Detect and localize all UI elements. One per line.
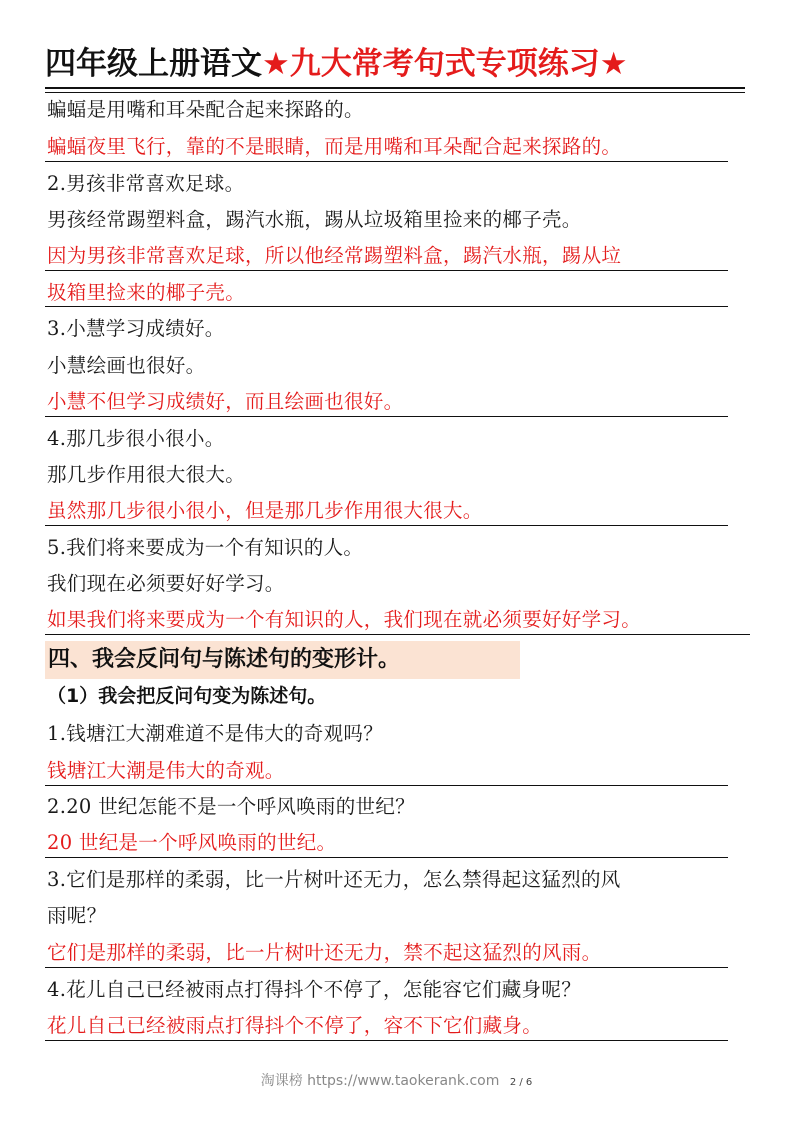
answer-text: 花儿自己已经被雨点打得抖个不停了，容不下它们藏身。	[47, 1014, 543, 1037]
page-footer	[0, 1070, 793, 1090]
page-number: 2 / 6	[509, 1077, 533, 1088]
question-text: 4.花儿自己已经被雨点打得抖个不停了，怎能容它们藏身呢？	[47, 978, 582, 1001]
subsection-heading: （1）我会把反问句变为陈述句。	[47, 685, 327, 707]
header-rule-thick	[45, 87, 745, 89]
section-title: 四、我会反问句与陈述句的变形计。	[48, 647, 401, 672]
question-text: 那几步作用很大很大。	[47, 463, 246, 486]
header-title: 四年级上册语文	[45, 46, 262, 82]
answer-underline	[45, 270, 728, 271]
question-text: 2.男孩非常喜欢足球。	[47, 172, 245, 195]
header-rule-thin	[45, 92, 745, 93]
header-highlight: ★九大常考句式专项练习★	[262, 46, 628, 82]
answer-underline	[45, 967, 728, 968]
answer-text: 钱塘江大潮是伟大的奇观。	[47, 759, 285, 782]
answer-underline	[45, 1040, 728, 1041]
question-text: 蝙蝠是用嘴和耳朵配合起来探路的。	[47, 98, 364, 121]
question-text: 4.那几步很小很小。	[47, 427, 225, 450]
question-text: 我们现在必须要好好学习。	[47, 572, 285, 595]
answer-text: 小慧不但学习成绩好，而且绘画也很好。	[47, 390, 404, 413]
answer-text: 如果我们将来要成为一个有知识的人，我们现在就必须要好好学习。	[47, 608, 642, 631]
answer-underline	[45, 634, 750, 635]
answer-underline	[45, 525, 728, 526]
answer-underline	[45, 416, 728, 417]
page-header	[45, 42, 750, 86]
answer-text: 蝙蝠夜里飞行，靠的不是眼睛，而是用嘴和耳朵配合起来探路的。	[47, 135, 622, 158]
section-heading	[45, 641, 520, 679]
question-text: 1.钱塘江大潮难道不是伟大的奇观吗？	[47, 722, 384, 745]
question-text: 小慧绘画也很好。	[47, 354, 206, 377]
answer-underline	[45, 785, 728, 786]
answer-underline	[45, 306, 728, 307]
question-text: 2.20 世纪怎能不是一个呼风唤雨的世纪？	[47, 795, 415, 818]
answer-text: 20 世纪是一个呼风唤雨的世纪。	[47, 831, 337, 854]
question-text: 5.我们将来要成为一个有知识的人。	[47, 536, 364, 559]
question-text: 雨呢？	[47, 904, 107, 927]
question-text: 3.它们是那样的柔弱，比一片树叶还无力，怎么禁得起这猛烈的风	[47, 868, 621, 891]
answer-underline	[45, 857, 728, 858]
answer-text: 它们是那样的柔弱，比一片树叶还无力，禁不起这猛烈的风雨。	[47, 941, 602, 964]
question-text: 3.小慧学习成绩好。	[47, 317, 225, 340]
answer-text: 因为男孩非常喜欢足球，所以他经常踢塑料盒，踢汽水瓶，踢从垃	[47, 244, 622, 267]
question-text: 男孩经常踢塑料盒，踢汽水瓶，踢从垃圾箱里捡来的椰子壳。	[47, 208, 582, 231]
answer-underline	[45, 161, 728, 162]
answer-text: 圾箱里捡来的椰子壳。	[47, 281, 246, 304]
footer-watermark: 淘课榜 https://www.taokerank.com	[260, 1073, 500, 1089]
answer-text: 虽然那几步很小很小，但是那几步作用很大很大。	[47, 499, 483, 522]
